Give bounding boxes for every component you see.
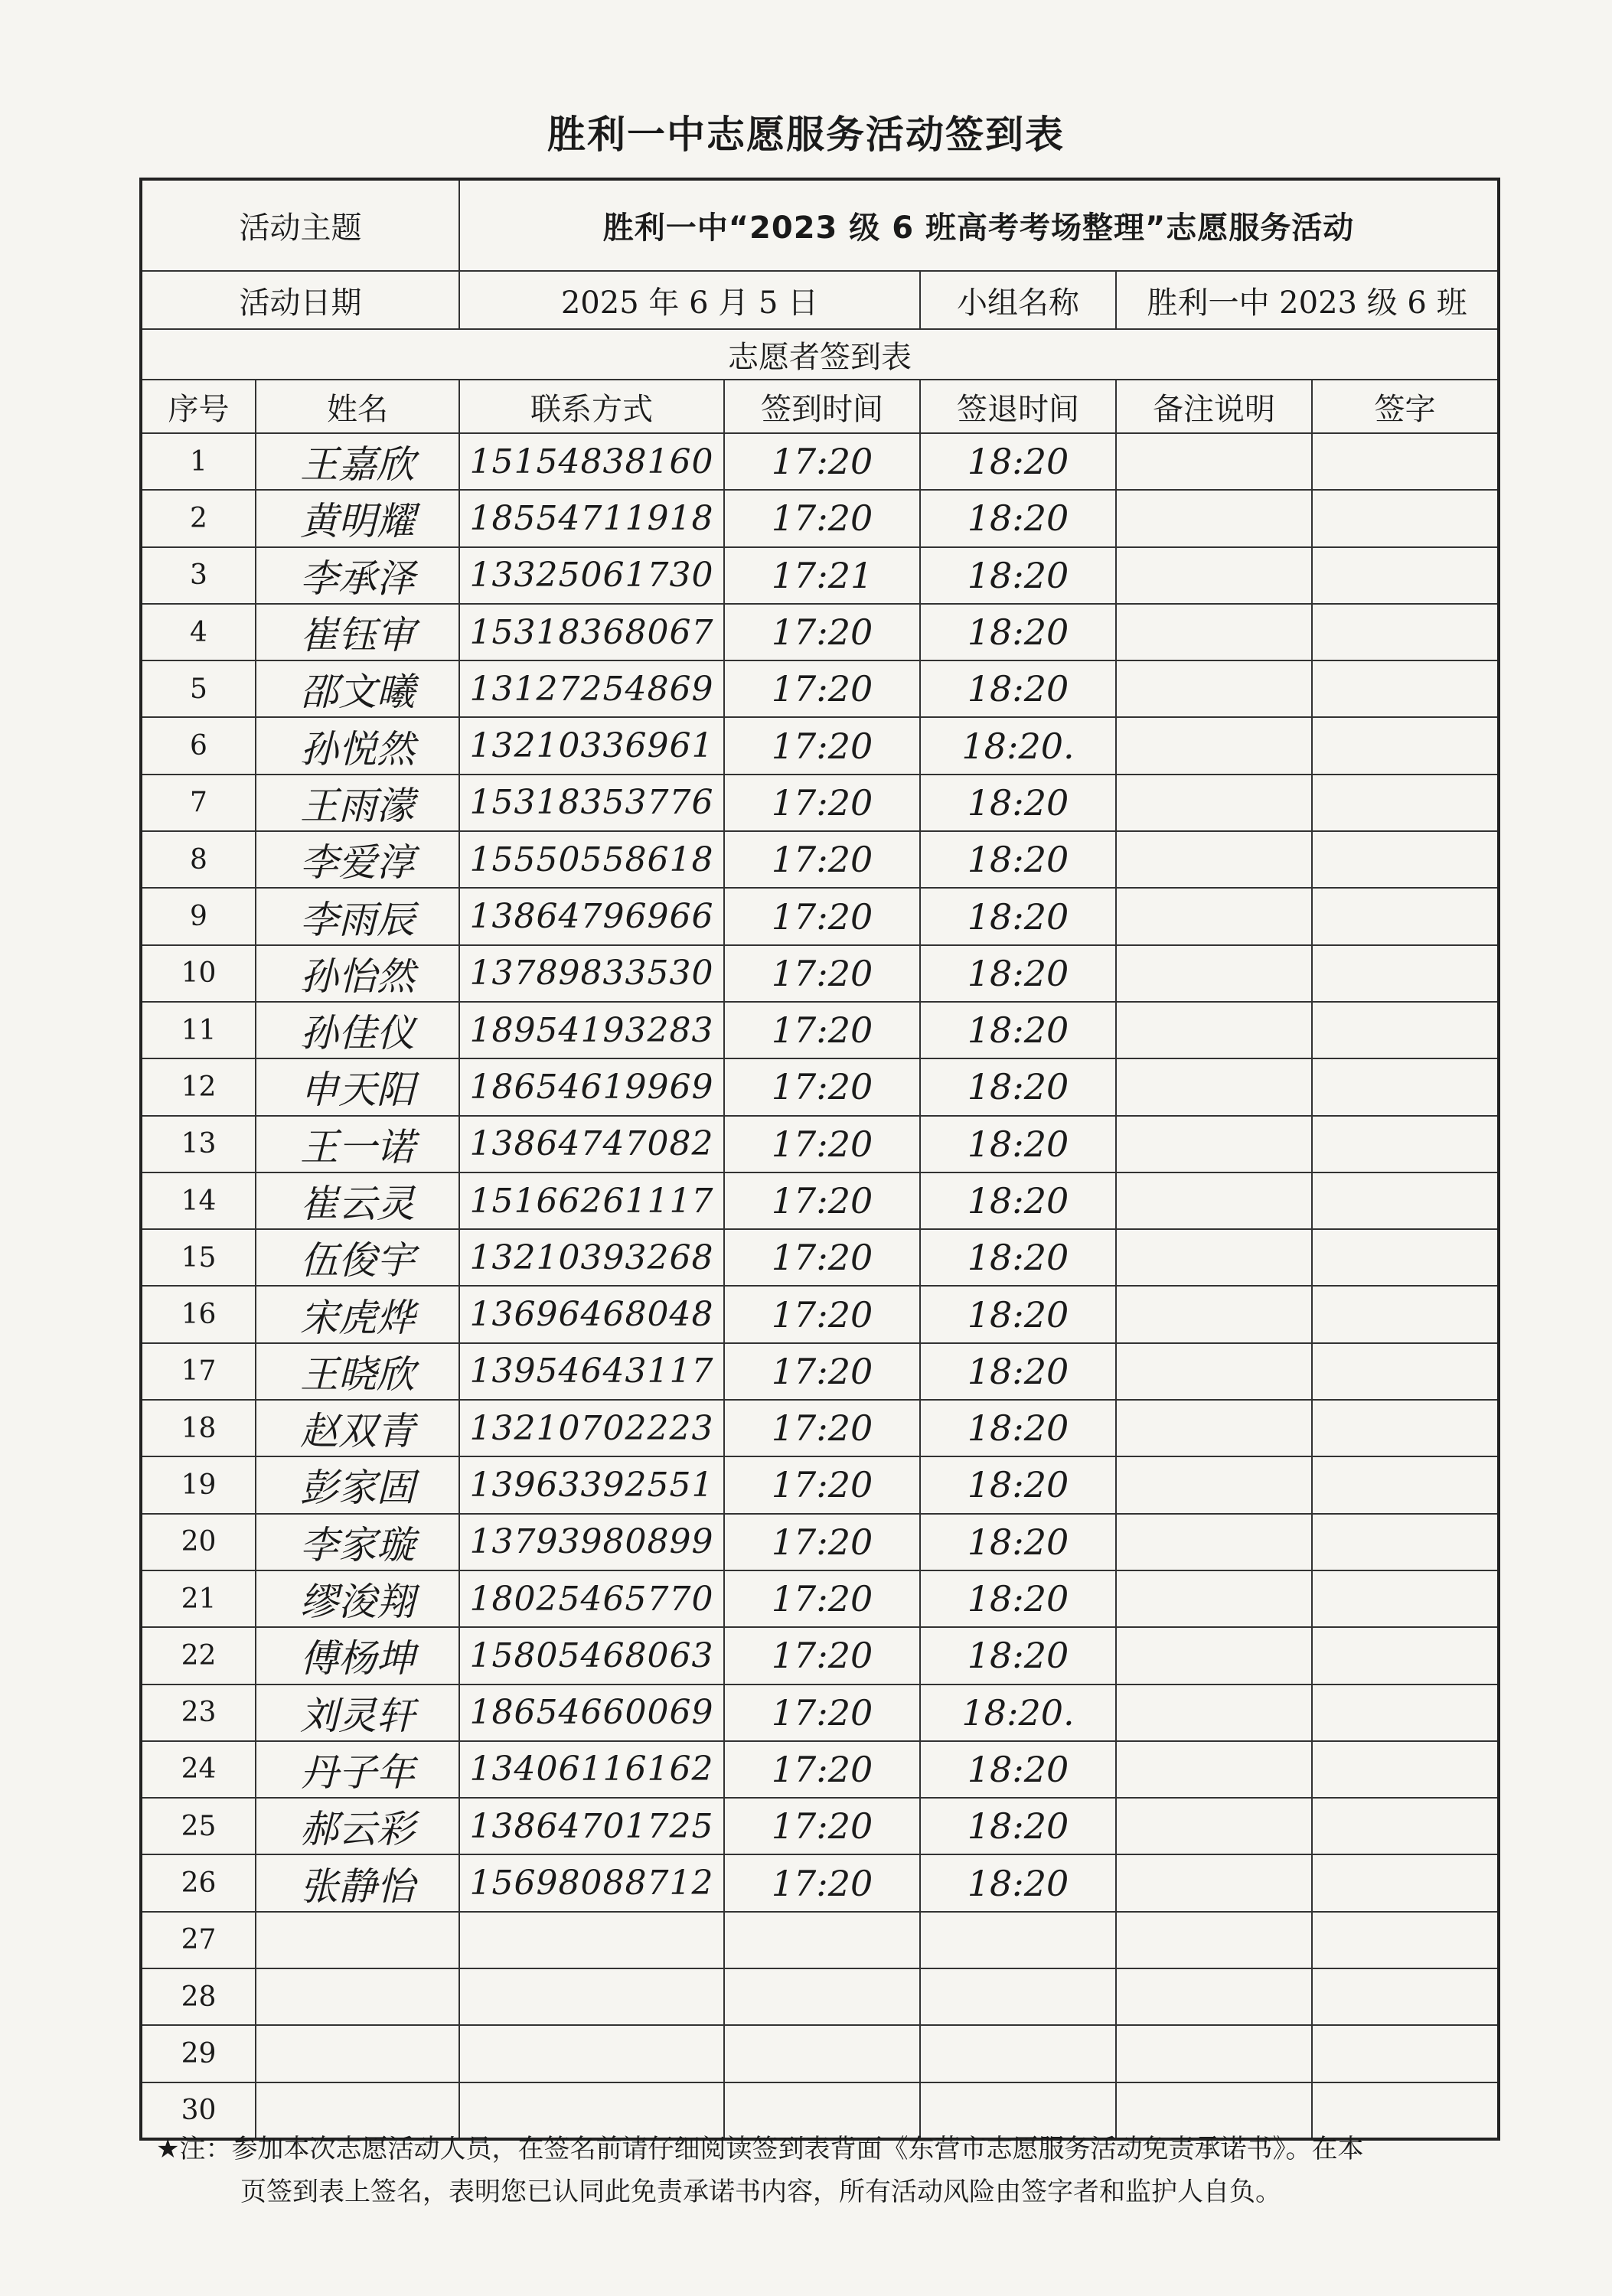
sign-in-time: 17:20 — [724, 1456, 920, 1513]
row-number: 4 — [141, 604, 256, 660]
remarks-cell — [1116, 1229, 1312, 1286]
volunteer-name: 李爱淳 — [256, 831, 459, 888]
volunteer-phone: 13325061730 — [459, 547, 724, 604]
volunteer-phone: 13793980899 — [459, 1514, 724, 1570]
volunteer-name: 赵双青 — [256, 1400, 459, 1456]
table-row — [141, 831, 1499, 888]
signature-cell — [1312, 660, 1499, 717]
sign-in-time — [724, 1968, 920, 2025]
remarks-cell — [1116, 433, 1312, 490]
volunteer-name: 孙悦然 — [256, 717, 459, 774]
volunteer-phone: 15318353776 — [459, 775, 724, 831]
volunteer-phone: 18554711918 — [459, 490, 724, 546]
volunteer-name: 王一诺 — [256, 1116, 459, 1172]
signature-cell — [1312, 1172, 1499, 1229]
sign-out-time: 18:20 — [920, 490, 1116, 546]
remarks-cell — [1116, 1456, 1312, 1513]
volunteer-phone: 13210393268 — [459, 1229, 724, 1286]
volunteer-phone: 13864796966 — [459, 888, 724, 944]
signature-cell — [1312, 1343, 1499, 1400]
sign-in-time: 17:20 — [724, 717, 920, 774]
sign-out-time — [920, 2025, 1116, 2082]
col-header-name: 姓名 — [256, 380, 459, 433]
sign-out-time — [920, 1968, 1116, 2025]
signature-cell — [1312, 490, 1499, 546]
date-label: 活动日期 — [141, 271, 459, 329]
sign-out-time: 18:20 — [920, 1627, 1116, 1684]
volunteer-name: 李雨辰 — [256, 888, 459, 944]
volunteer-name: 邵文曦 — [256, 660, 459, 717]
sign-out-time: 18:20 — [920, 547, 1116, 604]
table-row — [141, 1514, 1499, 1570]
sign-in-time: 17:20 — [724, 1343, 920, 1400]
volunteer-name — [256, 2025, 459, 2082]
volunteer-phone: 13696468048 — [459, 1286, 724, 1342]
remarks-cell — [1116, 1798, 1312, 1854]
group-value: 胜利一中 2023 级 6 班 — [1116, 271, 1499, 329]
row-number: 5 — [141, 660, 256, 717]
theme-row — [141, 179, 1499, 271]
sign-out-time: 18:20 — [920, 433, 1116, 490]
volunteer-name — [256, 1968, 459, 2025]
row-number: 26 — [141, 1854, 256, 1911]
date-value: 2025 年 6 月 5 日 — [459, 271, 920, 329]
signature-cell — [1312, 1514, 1499, 1570]
col-header-sign-in-time: 签到时间 — [724, 380, 920, 433]
row-number: 27 — [141, 1912, 256, 1968]
table-row — [141, 660, 1499, 717]
volunteer-name: 王晓欣 — [256, 1343, 459, 1400]
signature-cell — [1312, 547, 1499, 604]
sign-in-time: 17:20 — [724, 1741, 920, 1798]
volunteer-phone — [459, 1912, 724, 1968]
table-row — [141, 717, 1499, 774]
sign-in-time: 17:20 — [724, 1002, 920, 1058]
section-title: 志愿者签到表 — [141, 329, 1499, 380]
row-number: 13 — [141, 1116, 256, 1172]
volunteer-name: 宋虎烨 — [256, 1286, 459, 1342]
sign-out-time: 18:20 — [920, 1798, 1116, 1854]
signature-cell — [1312, 1058, 1499, 1115]
group-label: 小组名称 — [920, 271, 1116, 329]
table-row — [141, 1627, 1499, 1684]
volunteer-phone: 18025465770 — [459, 1570, 724, 1627]
sign-out-time: 18:20 — [920, 1400, 1116, 1456]
page-title: 胜利一中志愿服务活动签到表 — [547, 113, 1065, 157]
volunteer-name: 黄明耀 — [256, 490, 459, 546]
volunteer-name: 孙怡然 — [256, 945, 459, 1002]
remarks-cell — [1116, 2025, 1312, 2082]
table-row — [141, 1912, 1499, 1968]
sign-out-time: 18:20 — [920, 1116, 1116, 1172]
sign-in-time — [724, 2025, 920, 2082]
volunteer-phone — [459, 1968, 724, 2025]
table-row — [141, 547, 1499, 604]
row-number: 2 — [141, 490, 256, 546]
row-number: 7 — [141, 775, 256, 831]
sign-out-time: 18:20 — [920, 1286, 1116, 1342]
row-number: 29 — [141, 2025, 256, 2082]
sign-out-time: 18:20 — [920, 1002, 1116, 1058]
row-number: 9 — [141, 888, 256, 944]
remarks-cell — [1116, 1058, 1312, 1115]
row-number: 12 — [141, 1058, 256, 1115]
row-number: 28 — [141, 1968, 256, 2025]
remarks-cell — [1116, 831, 1312, 888]
sign-in-table — [139, 178, 1500, 2141]
remarks-cell — [1116, 888, 1312, 944]
volunteer-phone: 18954193283 — [459, 1002, 724, 1058]
row-number: 11 — [141, 1002, 256, 1058]
sign-out-time: 18:20 — [920, 1343, 1116, 1400]
signature-cell — [1312, 1229, 1499, 1286]
volunteer-phone: 13954643117 — [459, 1343, 724, 1400]
volunteer-name: 孙佳仪 — [256, 1002, 459, 1058]
remarks-cell — [1116, 1514, 1312, 1570]
table-row — [141, 1798, 1499, 1854]
signature-cell — [1312, 1570, 1499, 1627]
sign-in-time: 17:20 — [724, 1627, 920, 1684]
sign-in-time: 17:20 — [724, 1116, 920, 1172]
sign-in-time: 17:20 — [724, 604, 920, 660]
signature-cell — [1312, 2025, 1499, 2082]
remarks-cell — [1116, 1286, 1312, 1342]
col-header-no: 序号 — [141, 380, 256, 433]
theme-label: 活动主题 — [141, 179, 459, 271]
row-number: 18 — [141, 1400, 256, 1456]
sign-out-time: 18:20 — [920, 1514, 1116, 1570]
sign-in-time: 17:20 — [724, 1514, 920, 1570]
volunteer-phone: 18654660069 — [459, 1684, 724, 1741]
remarks-cell — [1116, 1912, 1312, 1968]
sign-in-time: 17:20 — [724, 490, 920, 546]
signature-cell — [1312, 433, 1499, 490]
sign-out-time: 18:20 — [920, 945, 1116, 1002]
row-number: 21 — [141, 1570, 256, 1627]
sign-out-time: 18:20. — [920, 717, 1116, 774]
col-header-phone: 联系方式 — [459, 380, 724, 433]
signature-cell — [1312, 1912, 1499, 1968]
remarks-cell — [1116, 1684, 1312, 1741]
table-row — [141, 1058, 1499, 1115]
theme-value: 胜利一中“2023 级 6 班高考考场整理”志愿服务活动 — [459, 179, 1499, 271]
volunteer-phone: 15318368067 — [459, 604, 724, 660]
volunteer-name: 王雨濛 — [256, 775, 459, 831]
sign-out-time: 18:20 — [920, 1570, 1116, 1627]
signature-cell — [1312, 1854, 1499, 1911]
section-row — [141, 329, 1499, 380]
column-header-row — [141, 380, 1499, 433]
volunteer-phone: 13127254869 — [459, 660, 724, 717]
sign-in-time: 17:20 — [724, 1570, 920, 1627]
volunteer-name — [256, 1912, 459, 1968]
signature-cell — [1312, 775, 1499, 831]
sign-in-time: 17:20 — [724, 888, 920, 944]
sign-in-time: 17:20 — [724, 945, 920, 1002]
volunteer-phone: 15166261117 — [459, 1172, 724, 1229]
volunteer-phone: 13864701725 — [459, 1798, 724, 1854]
sign-out-time: 18:20 — [920, 1229, 1116, 1286]
sign-out-time: 18:20. — [920, 1684, 1116, 1741]
volunteer-name: 王嘉欣 — [256, 433, 459, 490]
volunteer-name: 崔钰审 — [256, 604, 459, 660]
table-row — [141, 1343, 1499, 1400]
volunteer-phone: 18654619969 — [459, 1058, 724, 1115]
volunteer-phone: 13864747082 — [459, 1116, 724, 1172]
table-row — [141, 1286, 1499, 1342]
volunteer-name: 李承泽 — [256, 547, 459, 604]
remarks-cell — [1116, 1741, 1312, 1798]
row-number: 24 — [141, 1741, 256, 1798]
table-row — [141, 1570, 1499, 1627]
sign-in-time: 17:20 — [724, 1172, 920, 1229]
remarks-cell — [1116, 1002, 1312, 1058]
sign-out-time: 18:20 — [920, 888, 1116, 944]
row-number: 15 — [141, 1229, 256, 1286]
footer-note — [156, 2128, 1488, 2213]
sign-in-time: 17:20 — [724, 775, 920, 831]
remarks-cell — [1116, 660, 1312, 717]
remarks-cell — [1116, 1627, 1312, 1684]
row-number: 19 — [141, 1456, 256, 1513]
table-row — [141, 1172, 1499, 1229]
row-number: 20 — [141, 1514, 256, 1570]
sign-out-time: 18:20 — [920, 775, 1116, 831]
remarks-cell — [1116, 717, 1312, 774]
sign-in-time: 17:20 — [724, 1798, 920, 1854]
remarks-cell — [1116, 1854, 1312, 1911]
table-row — [141, 490, 1499, 546]
remarks-cell — [1116, 1172, 1312, 1229]
sign-in-time: 17:21 — [724, 547, 920, 604]
signature-cell — [1312, 717, 1499, 774]
remarks-cell — [1116, 1968, 1312, 2025]
sign-out-time: 18:20 — [920, 1854, 1116, 1911]
table-row — [141, 1684, 1499, 1741]
signature-cell — [1312, 1286, 1499, 1342]
table-row — [141, 1741, 1499, 1798]
volunteer-phone: 13789833530 — [459, 945, 724, 1002]
table-row — [141, 945, 1499, 1002]
volunteer-name: 李家璇 — [256, 1514, 459, 1570]
col-header-sign-out-time: 签退时间 — [920, 380, 1116, 433]
sign-in-time: 17:20 — [724, 831, 920, 888]
sign-in-time: 17:20 — [724, 1229, 920, 1286]
table-row — [141, 1968, 1499, 2025]
signature-cell — [1312, 1456, 1499, 1513]
row-number: 23 — [141, 1684, 256, 1741]
volunteer-name: 伍俊宇 — [256, 1229, 459, 1286]
signature-cell — [1312, 1400, 1499, 1456]
row-number: 25 — [141, 1798, 256, 1854]
volunteer-name: 傅杨坤 — [256, 1627, 459, 1684]
volunteer-name: 刘灵轩 — [256, 1684, 459, 1741]
volunteer-phone: 15550558618 — [459, 831, 724, 888]
signature-cell — [1312, 1002, 1499, 1058]
sign-in-time: 17:20 — [724, 433, 920, 490]
remarks-cell — [1116, 490, 1312, 546]
sign-in-time: 17:20 — [724, 1684, 920, 1741]
volunteer-name: 张静怡 — [256, 1854, 459, 1911]
table-row — [141, 433, 1499, 490]
volunteer-phone: 13210336961 — [459, 717, 724, 774]
col-header-signature: 签字 — [1312, 380, 1499, 433]
col-header-remarks: 备注说明 — [1116, 380, 1312, 433]
volunteer-phone: 15698088712 — [459, 1854, 724, 1911]
sign-in-time: 17:20 — [724, 660, 920, 717]
volunteer-name: 郝云彩 — [256, 1798, 459, 1854]
table-row — [141, 775, 1499, 831]
signature-cell — [1312, 945, 1499, 1002]
remarks-cell — [1116, 1343, 1312, 1400]
volunteer-name: 崔云灵 — [256, 1172, 459, 1229]
table-row — [141, 1854, 1499, 1911]
remarks-cell — [1116, 775, 1312, 831]
volunteer-phone: 15154838160 — [459, 433, 724, 490]
row-number: 22 — [141, 1627, 256, 1684]
volunteer-name: 丹子年 — [256, 1741, 459, 1798]
sign-out-time: 18:20 — [920, 660, 1116, 717]
table-row — [141, 1229, 1499, 1286]
signature-cell — [1312, 604, 1499, 660]
row-number: 16 — [141, 1286, 256, 1342]
volunteer-name: 申天阳 — [256, 1058, 459, 1115]
row-number: 14 — [141, 1172, 256, 1229]
sign-in-time: 17:20 — [724, 1058, 920, 1115]
sign-out-time: 18:20 — [920, 1058, 1116, 1115]
table-row — [141, 2025, 1499, 2082]
sign-in-time: 17:20 — [724, 1286, 920, 1342]
signature-cell — [1312, 1116, 1499, 1172]
table-row — [141, 1456, 1499, 1513]
volunteer-name: 缪浚翔 — [256, 1570, 459, 1627]
volunteer-name: 彭家固 — [256, 1456, 459, 1513]
signature-cell — [1312, 1798, 1499, 1854]
row-number: 30 — [141, 2082, 256, 2139]
volunteer-phone — [459, 2025, 724, 2082]
table-row — [141, 1400, 1499, 1456]
table-row — [141, 888, 1499, 944]
sign-in-time: 17:20 — [724, 1854, 920, 1911]
signature-cell — [1312, 1627, 1499, 1684]
remarks-cell — [1116, 945, 1312, 1002]
remarks-cell — [1116, 1400, 1312, 1456]
signature-cell — [1312, 831, 1499, 888]
volunteer-phone: 13963392551 — [459, 1456, 724, 1513]
sign-out-time: 18:20 — [920, 1172, 1116, 1229]
signature-cell — [1312, 1741, 1499, 1798]
sign-out-time: 18:20 — [920, 1741, 1116, 1798]
remarks-cell — [1116, 547, 1312, 604]
sign-out-time: 18:20 — [920, 1456, 1116, 1513]
note-line-2: 页签到表上签名，表明您已认同此免责承诺书内容，所有活动风险由签字者和监护人自负。 — [240, 2177, 1281, 2207]
row-number: 8 — [141, 831, 256, 888]
row-number: 10 — [141, 945, 256, 1002]
signature-cell — [1312, 1684, 1499, 1741]
remarks-cell — [1116, 1570, 1312, 1627]
row-number: 3 — [141, 547, 256, 604]
remarks-cell — [1116, 604, 1312, 660]
sign-in-time — [724, 1912, 920, 1968]
sign-in-time: 17:20 — [724, 1400, 920, 1456]
sign-out-time: 18:20 — [920, 604, 1116, 660]
sign-out-time — [920, 1912, 1116, 1968]
sign-out-time: 18:20 — [920, 831, 1116, 888]
volunteer-phone: 13210702223 — [459, 1400, 724, 1456]
remarks-cell — [1116, 1116, 1312, 1172]
signature-cell — [1312, 1968, 1499, 2025]
volunteer-phone: 13406116162 — [459, 1741, 724, 1798]
row-number: 17 — [141, 1343, 256, 1400]
note-line-1: ★注：参加本次志愿活动人员，在签名前请仔细阅读签到表背面《东营市志愿服务活动免责承诺书》。在本 — [156, 2134, 1364, 2164]
row-number: 6 — [141, 717, 256, 774]
volunteer-phone: 15805468063 — [459, 1627, 724, 1684]
date-group-row — [141, 271, 1499, 329]
table-row — [141, 604, 1499, 660]
table-row — [141, 1116, 1499, 1172]
signature-cell — [1312, 888, 1499, 944]
row-number: 1 — [141, 433, 256, 490]
table-row — [141, 1002, 1499, 1058]
